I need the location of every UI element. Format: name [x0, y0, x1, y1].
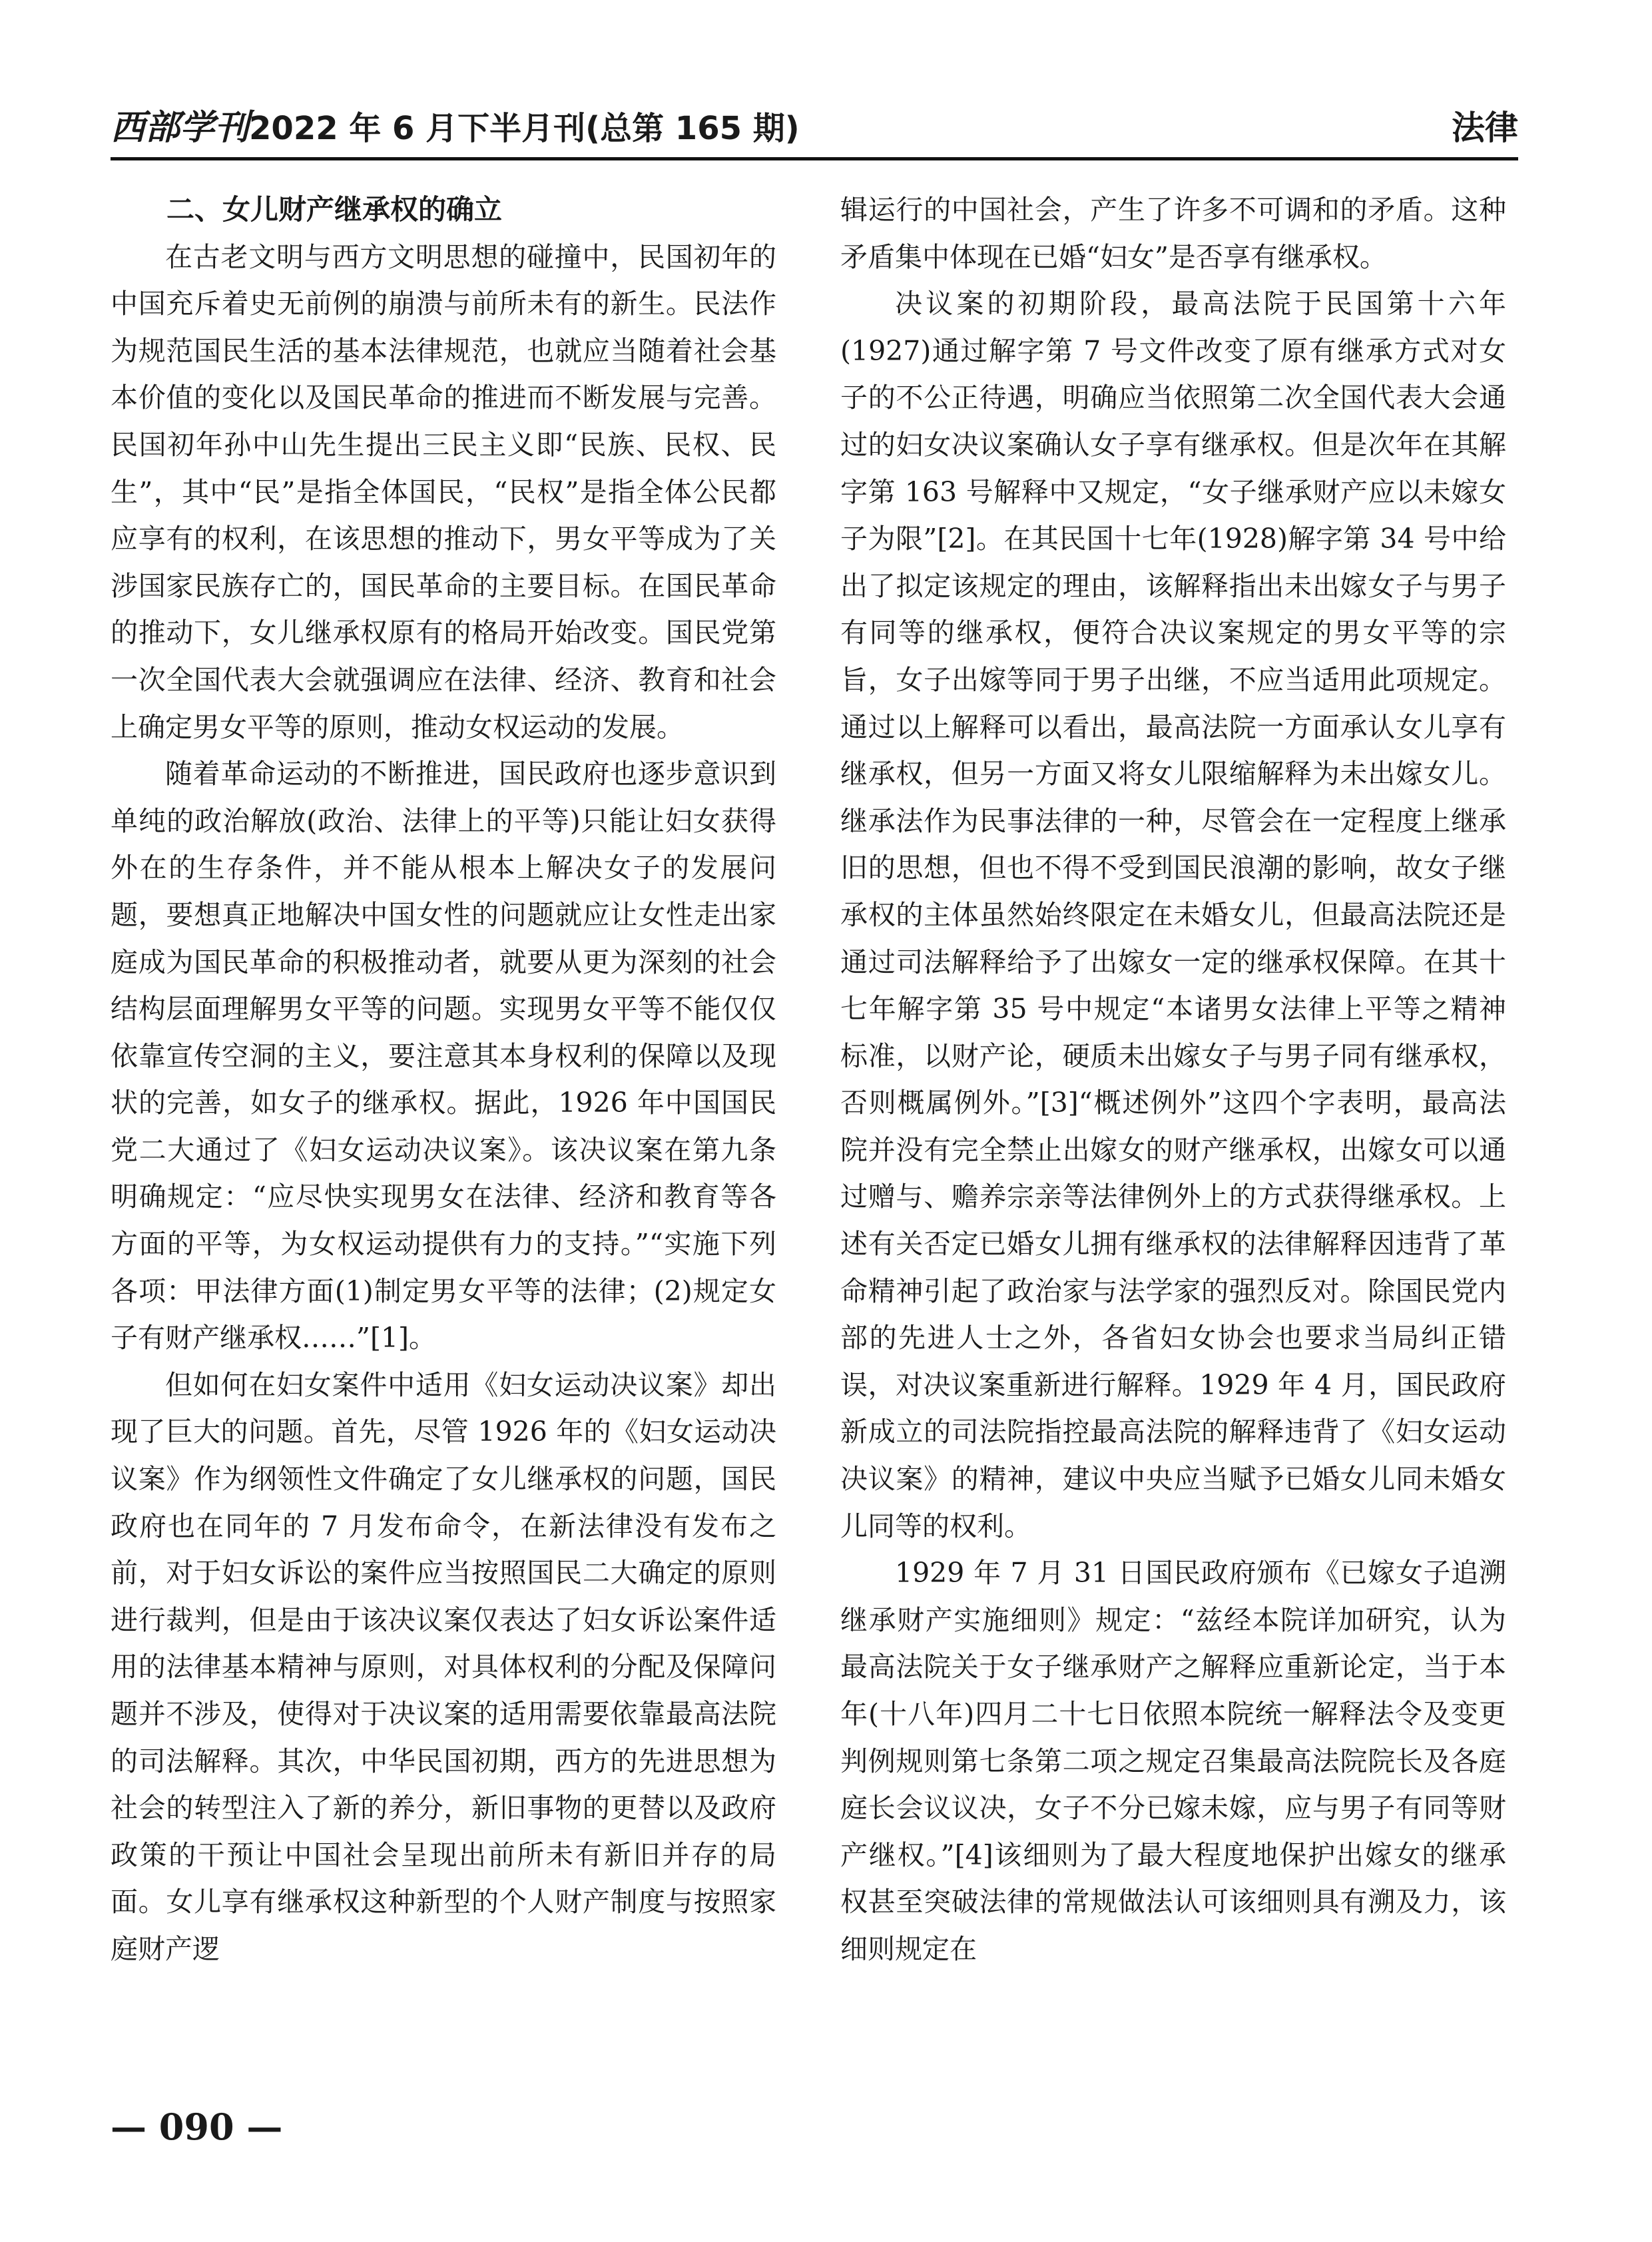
- paragraph: 但如何在妇女案件中适用《妇女运动决议案》却出现了巨大的问题。首先，尽管 1926 年的《妇女运动决议案》作为纲领性文件确定了女儿继承权的问题，国民政府也在同年的 7 月发布命令，在新法律没有发布之前，对于妇女诉讼的案件应当按照国民二大确定的原则进行裁判，但是由于该决议案仅表达了妇女诉讼案件适用的法律基本精神与原则，对具体权利的分配及保障问题并不涉及，使得对于决议案的适用需要依靠最高法院的司法解释。其次，中华民国初期，西方的先进思想为社会的转型注入了新的养分，新旧事物的更替以及政府政策的干预让中国社会呈现出前所未有新旧并存的局面。女儿享有继承权这种新型的个人财产制度与按照家庭财产逻: [111, 1368, 776, 1965]
- section-label: 法律: [1452, 109, 1518, 147]
- paragraph: 随着革命运动的不断推进，国民政府也逐步意识到单纯的政治解放(政治、法律上的平等)只能让妇女获得外在的生存条件，并不能从根本上解决女子的发展问题，要想真正地解决中国女性的问题就应让女性走出家庭成为国民革命的积极推动者，就要从更为深刻的社会结构层面理解男女平等的问题。实现男女平等不能仅仅依靠宣传空洞的主义，要注意其本身权利的保障以及现状的完善，如女子的继承权。据此，1926 年中国国民党二大通过了《妇女运动决议案》。该决议案在第九条明确规定：“应尽快实现男女在法律、经济和教育等各方面的平等，为女权运动提供有力的支持。”“实施下列各项：甲法律方面(1)制定男女平等的法律；(2)规定女子有财产继承权……”[1]。: [111, 758, 776, 1354]
- paragraph: 1929 年 7 月 31 日国民政府颁布《已嫁女子追溯继承财产实施细则》规定：“兹经本院详加研究，认为最高法院关于女子继承财产之解释应重新论定，当于本年(十八年)四月二十七日依照本院统一解释法令及变更判例规则第七条第二项之规定召集最高法院院长及各庭庭长会议议决，女子不分已嫁未嫁，应与男子有同等财产继权。”[4]该细则为了最大程度地保护出嫁女的继承权甚至突破法律的常规做法认可该细则具有溯及力，该细则规定在: [840, 1557, 1506, 1965]
- page-number: — 090 —: [111, 2105, 283, 2148]
- journal-info: [111, 99, 800, 149]
- paragraph-continued: 辑运行的中国社会，产生了许多不可调和的矛盾。这种矛盾集中体现在已婚“妇女”是否享有继承权。: [840, 194, 1506, 273]
- paragraph: 决议案的初期阶段，最高法院于民国第十六年(1927)通过解字第 7 号文件改变了原有继承方式对女子的不公正待遇，明确应当依照第二次全国代表大会通过的妇女决议案确认女子享有继承权。但是次年在其解字第 163 号解释中又规定，“女子继承财产应以未嫁女子为限”[2]。在其民国十七年(1928)解字第 34 号中给出了拟定该规定的理由，该解释指出未出嫁女子与男子有同等的继承权，便符合决议案规定的男女平等的宗旨，女子出嫁等同于男子出继，不应当适用此项规定。通过以上解释可以看出，最高法院一方面承认女儿享有继承权，但另一方面又将女儿限缩解释为未出嫁女儿。继承法作为民事法律的一种，尽管会在一定程度上继承旧的思想，但也不得不受到国民浪潮的影响，故女子继承权的主体虽然始终限定在未婚女儿，但最高法院还是通过司法解释给予了出嫁女一定的继承权保障。在其十七年解字第 35 号中规定“本诸男女法律上平等之精神标准，以财产论，硬质未出嫁女子与男子同有继承权，否则概属例外。”[3]“概述例外”这四个字表明，最高法院并没有完全禁止出嫁女的财产继承权，出嫁女可以通过赠与、赡养宗亲等法律例外上的方式获得继承权。上述有关否定已婚女儿拥有继承权的法律解释因违背了革命精神引起了政治家与法学家的强烈反对。除国民党内部的先进人士之外，各省妇女协会也要求当局纠正错误，对决议案重新进行解释。1929 年 4 月，国民政府新成立的司法院指控最高法院的解释违背了《妇女运动决议案》的精神，建议中央应当赋予已婚女儿同未婚女儿同等的权利。: [840, 288, 1506, 1542]
- section-heading: 二、女儿财产继承权的确立: [166, 193, 503, 226]
- journal-logo: 西部学刊: [111, 107, 250, 148]
- left-column: [111, 186, 776, 2098]
- running-header: [111, 105, 1518, 160]
- right-column: [840, 186, 1506, 2098]
- paragraph: 在古老文明与西方文明思想的碰撞中，民国初年的中国充斥着史无前例的崩溃与前所未有的新生。民法作为规范国民生活的基本法律规范，也就应当随着社会基本价值的变化以及国民革命的推进而不断发展与完善。民国初年孙中山先生提出三民主义即“民族、民权、民生”，其中“民”是指全体国民，“民权”是指全体公民都应享有的权利，在该思想的推动下，男女平等成为了关涉国家民族存亡的，国民革命的主要目标。在国民革命的推动下，女儿继承权原有的格局开始改变。国民党第一次全国代表大会就强调应在法律、经济、教育和社会上确定男女平等的原则，推动女权运动的发展。: [111, 240, 776, 743]
- issue-info: 2022 年 6 月下半月刊(总第 165 期): [249, 110, 800, 147]
